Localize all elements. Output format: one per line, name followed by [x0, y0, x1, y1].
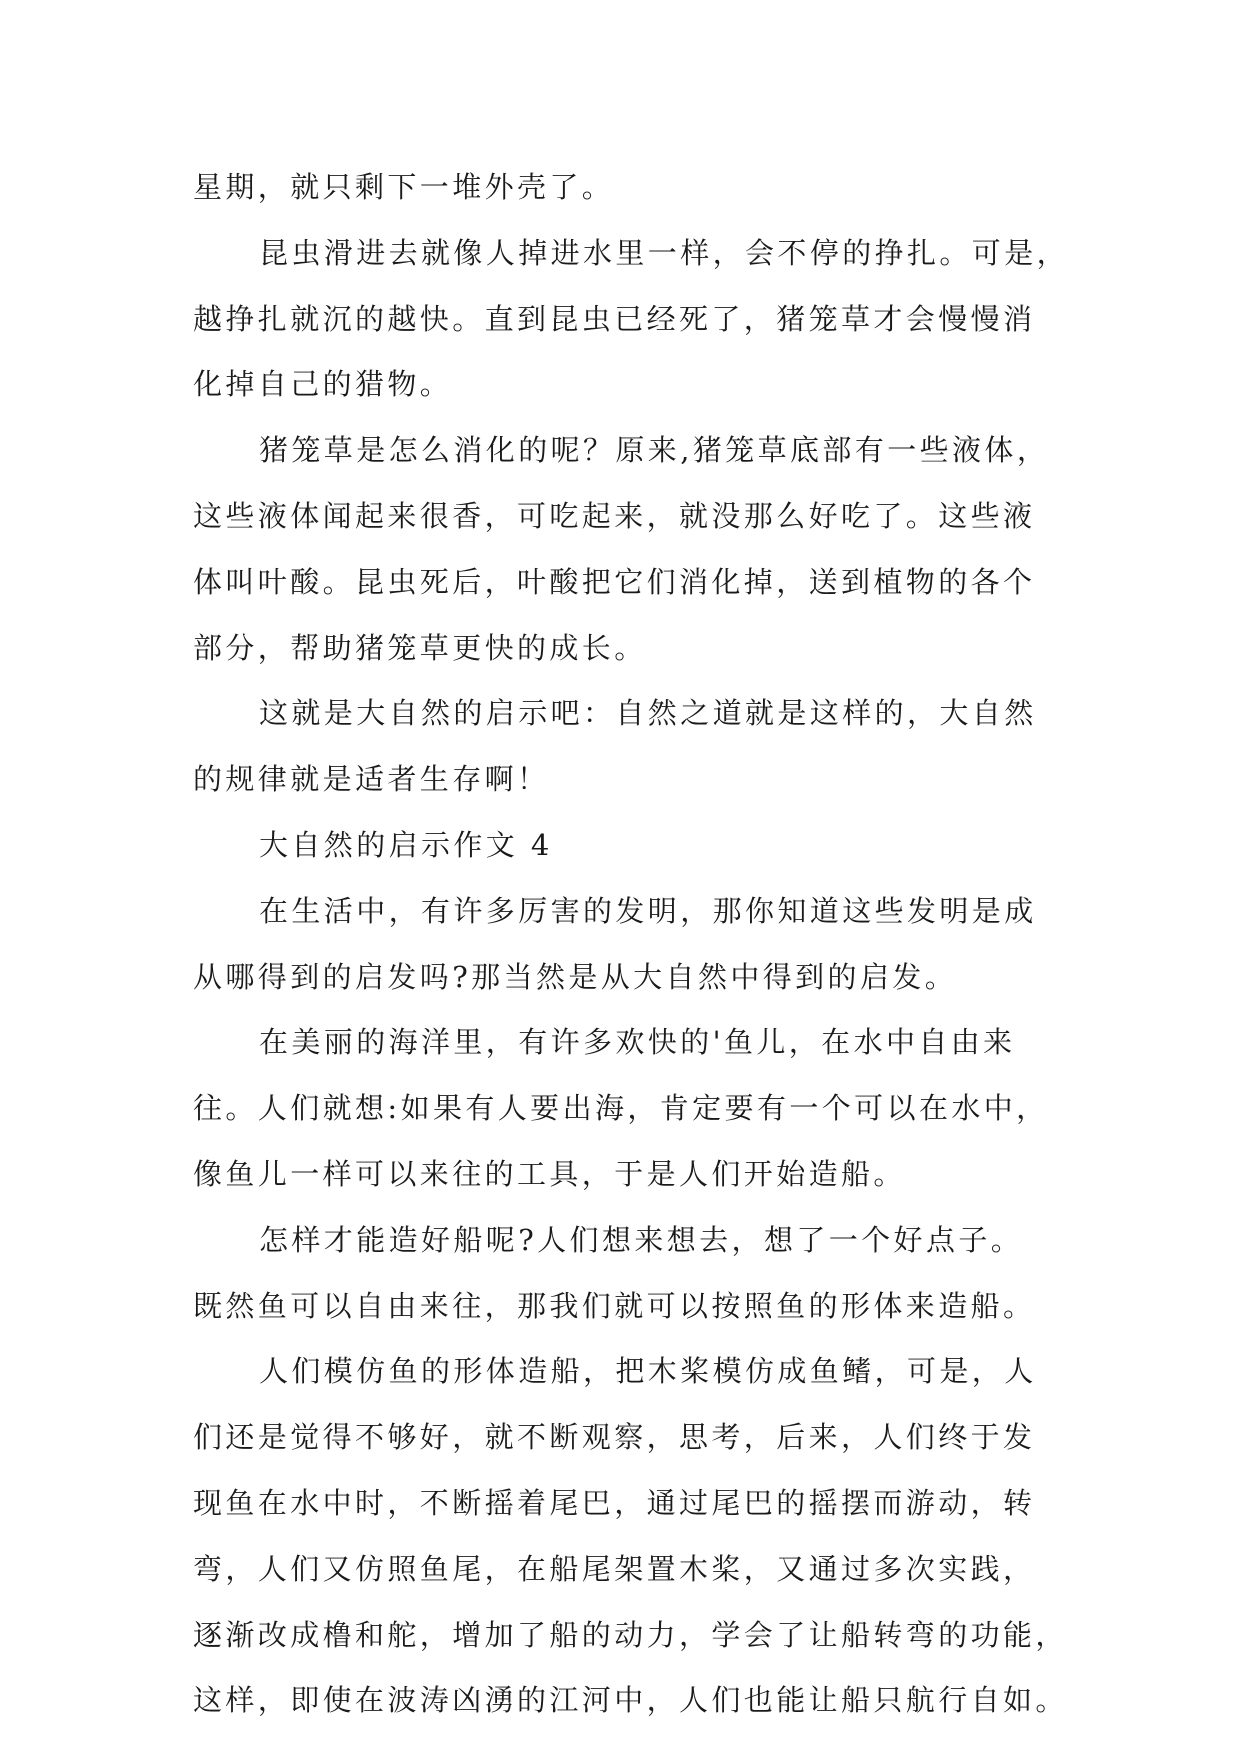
text-line: 这样，即使在波涛凶湧的江河中，人们也能让船只航行自如。	[193, 1683, 1068, 1718]
text-line: 化掉自己的猎物。	[193, 367, 453, 402]
paragraph-start-line: 人们模仿鱼的形体造船，把木桨模仿成鱼鳍，可是，人	[259, 1354, 1037, 1389]
paragraph-start-line: 怎样才能造好船呢?人们想来想去，想了一个好点子。	[259, 1222, 1024, 1257]
text-line: 体叫叶酸。昆虫死后，叶酸把它们消化掉，送到植物的各个	[193, 564, 1036, 599]
text-line: 往。人们就想:如果有人要出海，肯定要有一个可以在水中，	[193, 1091, 1049, 1126]
text-line: 从哪得到的启发吗?那当然是从大自然中得到的启发。	[193, 959, 958, 994]
paragraph-start-line: 猪笼草是怎么消化的呢？原来,猪笼草底部有一些液体，	[259, 433, 1050, 468]
text-line: 的规律就是适者生存啊！	[193, 762, 550, 797]
text-line: 现鱼在水中时，不断摇着尾巴，通过尾巴的摇摆而游动，转	[193, 1485, 1036, 1520]
text-line: 既然鱼可以自由来往，那我们就可以按照鱼的形体来造船。	[193, 1288, 1036, 1323]
essay-body	[193, 155, 1073, 1734]
paragraph-start-line: 昆虫滑进去就像人掉进水里一样，会不停的挣扎。可是，	[259, 235, 1070, 270]
text-line: 这些液体闻起来很香，可吃起来，就没那么好吃了。这些液	[193, 498, 1036, 533]
text-line: 们还是觉得不够好，就不断观察，思考，后来，人们终于发	[193, 1420, 1036, 1455]
paragraph-start-line: 在生活中，有许多厉害的发明，那你知道这些发明是成	[259, 893, 1037, 928]
paragraph-start-line: 在美丽的海洋里，有许多欢快的'鱼儿，在水中自由来	[259, 1025, 1016, 1060]
section-heading: 大自然的启示作文 4	[259, 827, 553, 862]
text-line: 部分，帮助猪笼草更快的成长。	[193, 630, 647, 665]
text-line: 逐渐改成橹和舵，增加了船的动力，学会了让船转弯的功能，	[193, 1617, 1068, 1652]
text-line: 星期，就只剩下一堆外壳了。	[193, 170, 615, 204]
text-line: 越挣扎就沉的越快。直到昆虫已经死了，猪笼草才会慢慢消	[193, 301, 1036, 336]
text-line: 弯，人们又仿照鱼尾，在船尾架置木桨，又通过多次实践，	[193, 1551, 1036, 1586]
paragraph-start-line: 这就是大自然的启示吧：自然之道就是这样的，大自然	[259, 696, 1037, 731]
text-line: 像鱼儿一样可以来往的工具，于是人们开始造船。	[193, 1156, 906, 1191]
